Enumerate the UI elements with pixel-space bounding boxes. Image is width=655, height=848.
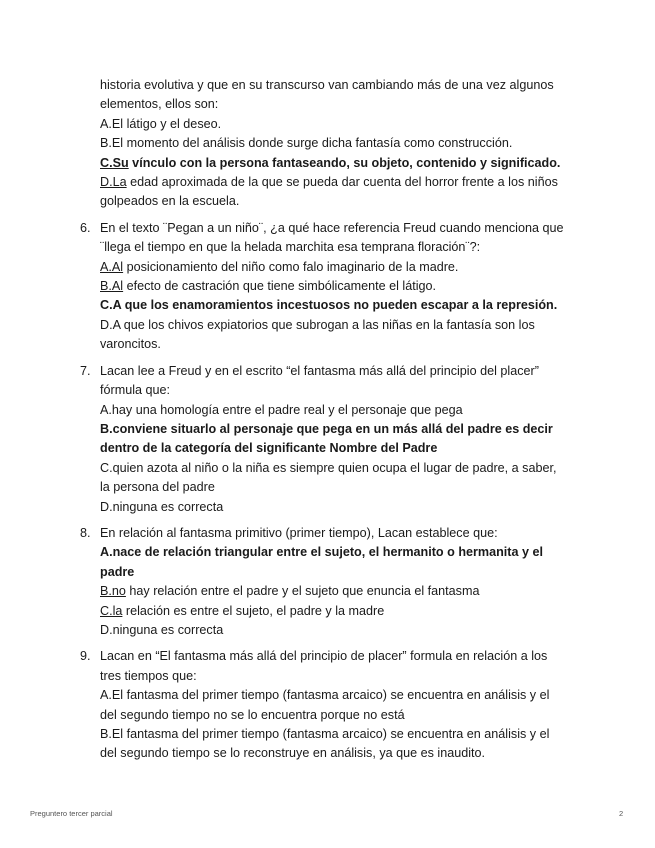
question-number: 8. bbox=[80, 525, 91, 540]
option-b-correct: B.conviene situarlo al personaje que pega en un más allá del padre es decir bbox=[100, 421, 553, 436]
option-b-continuation: del segundo tiempo se lo reconstruye en análisis, ya que es inaudito. bbox=[100, 746, 486, 761]
option-d-continuation: golpeados en la escuela. bbox=[100, 194, 240, 209]
option-c: C.quien azota al niño o la niña es siempre quien ocupa el lugar de padre, a saber, bbox=[100, 460, 557, 475]
option-a: A.El fantasma del primer tiempo (fantasma arcaico) se encuentra en análisis y el bbox=[100, 688, 550, 703]
document-body bbox=[80, 76, 580, 764]
option-b-correct-continuation: dentro de la categoría del significante Nombre del Padre bbox=[100, 441, 438, 456]
footer-page-number: 2 bbox=[619, 809, 624, 818]
option-a: A.hay una homología entre el padre real y el personaje que pega bbox=[100, 402, 463, 417]
option-c-continuation: la persona del padre bbox=[100, 480, 215, 495]
question-text-line: fórmula que: bbox=[100, 383, 171, 398]
option-b: B.no hay relación entre el padre y el sujeto que enuncia el fantasma bbox=[100, 584, 480, 599]
option-b: B.El fantasma del primer tiempo (fantasma arcaico) se encuentra en análisis y el bbox=[100, 727, 550, 741]
question-9 bbox=[80, 647, 580, 763]
question-text-line: Lacan en “El fantasma más allá del principio de placer” formula en relación a los bbox=[100, 649, 548, 664]
option-a: A.Al posicionamiento del niño como falo imaginario de la madre. bbox=[100, 259, 459, 274]
question-5-continuation bbox=[80, 76, 580, 212]
option-d: D.ninguna es correcta bbox=[100, 622, 224, 637]
option-a-correct-continuation: padre bbox=[100, 564, 135, 579]
question-text-line: ¨llega el tiempo en que la helada marchita esa temprana floración¨?: bbox=[100, 240, 481, 255]
question-text-line: Lacan lee a Freud y en el escrito “el fantasma más allá del principio del placer” bbox=[100, 363, 539, 378]
option-c-correct: C.A que los enamoramientos incestuosos no pueden escapar a la represión. bbox=[100, 298, 558, 313]
option-a-continuation: del segundo tiempo no se lo encuentra porque no está bbox=[100, 707, 405, 722]
option-d: D.ninguna es correcta bbox=[100, 499, 224, 514]
option-b: B.Al efecto de castración que tiene simbólicamente el látigo. bbox=[100, 279, 437, 294]
option-a: A.El látigo y el deseo. bbox=[100, 116, 222, 131]
question-8 bbox=[80, 524, 580, 640]
question-text-line: tres tiempos que: bbox=[100, 668, 197, 683]
question-text-line: elementos, ellos son: bbox=[100, 97, 219, 112]
question-number: 7. bbox=[80, 363, 91, 378]
option-c: C.la relación es entre el sujeto, el padre y la madre bbox=[100, 603, 385, 618]
question-number: 9. bbox=[80, 649, 91, 664]
question-6 bbox=[80, 219, 580, 355]
question-7 bbox=[80, 362, 580, 517]
option-c-correct: C.Su vínculo con la persona fantaseando, su objeto, contenido y significado. bbox=[100, 155, 561, 170]
option-d-continuation: varoncitos. bbox=[100, 337, 161, 352]
option-d: D.La edad aproximada de la que se pueda dar cuenta del horror frente a los niños bbox=[100, 175, 558, 190]
option-b: B.El momento del análisis donde surge dicha fantasía como construcción. bbox=[100, 136, 513, 151]
question-text-line: En relación al fantasma primitivo (primer tiempo), Lacan establece que: bbox=[100, 525, 498, 540]
question-text-line: En el texto ¨Pegan a un niño¨, ¿a qué hace referencia Freud cuando menciona que bbox=[100, 220, 564, 235]
footer-document-title: Preguntero tercer parcial bbox=[30, 809, 113, 818]
question-number: 6. bbox=[80, 220, 91, 235]
option-a-correct: A.nace de relación triangular entre el sujeto, el hermanito o hermanita y el bbox=[100, 545, 544, 560]
question-text-line: historia evolutiva y que en su transcurso van cambiando más de una vez algunos bbox=[100, 78, 554, 92]
option-d: D.A que los chivos expiatorios que subrogan a las niñas en la fantasía son los bbox=[100, 317, 535, 332]
